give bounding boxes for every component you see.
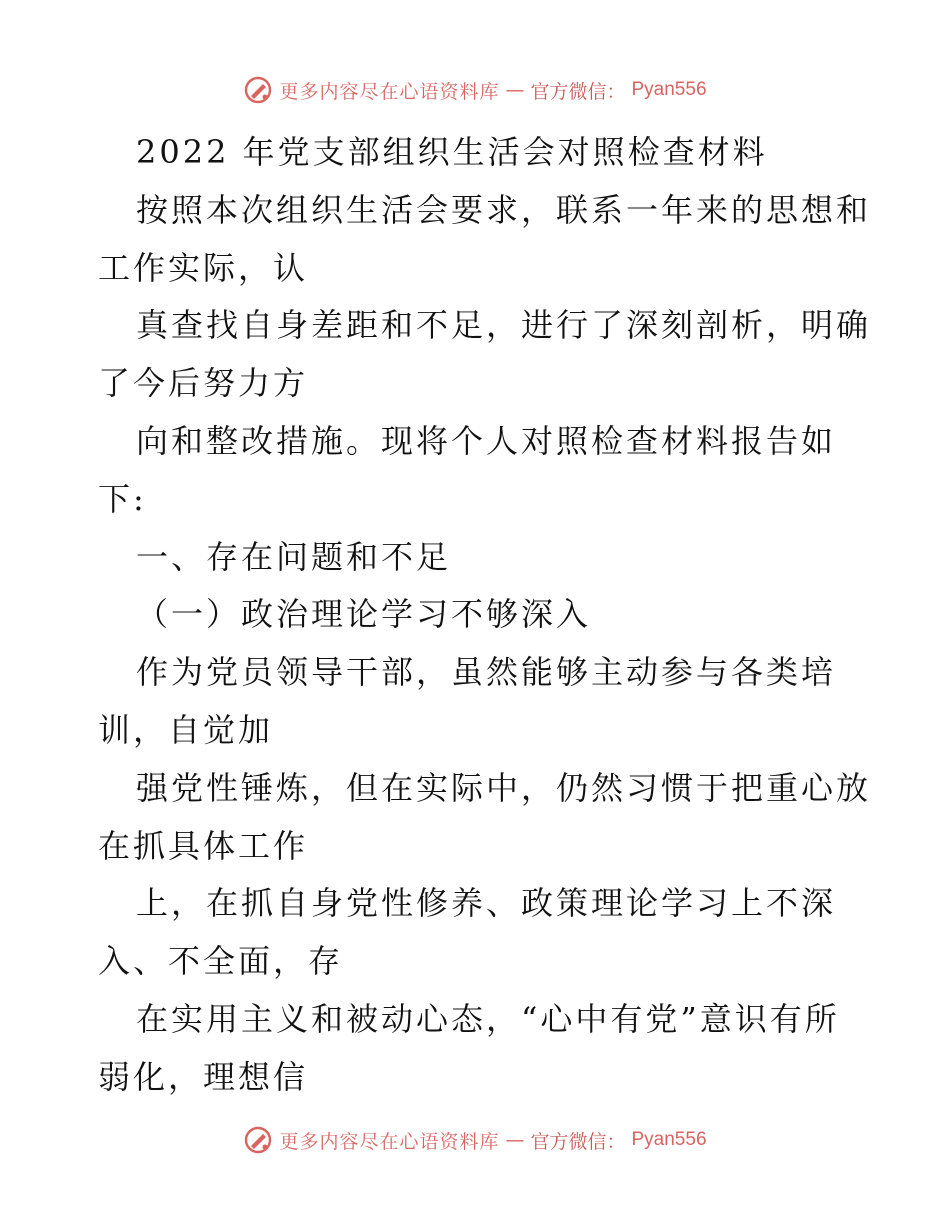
paragraph-line: 了今后努力方	[98, 364, 309, 403]
subsection-heading: （一）政治理论学习不够深入	[136, 595, 592, 634]
paragraph-line: 训，自觉加	[98, 710, 274, 749]
document-body	[98, 124, 872, 1107]
paragraph-line: 上，在抓自身党性修养、政策理论学习上不深	[136, 884, 837, 923]
watermark-dash: —	[505, 1129, 525, 1151]
watermark-main-text: 更多内容尽在心语资料库	[279, 80, 500, 103]
pen-circle-logo-icon	[243, 75, 273, 105]
paragraph-line: 入、不全面，存	[98, 942, 344, 981]
watermark-wechat-id: Pyan556	[631, 1129, 707, 1150]
section-heading: 一、存在问题和不足	[136, 537, 452, 576]
paragraph-line: 弱化，理想信	[98, 1057, 309, 1096]
watermark-dash: —	[505, 79, 525, 101]
paragraph-line: 按照本次组织生活会要求，联系一年来的思想和	[136, 190, 872, 229]
watermark-tail-text: 官方微信：	[530, 80, 626, 103]
watermark-wechat-id: Pyan556	[631, 79, 707, 100]
watermark-main-text: 更多内容尽在心语资料库	[279, 1130, 500, 1153]
paragraph-line: 向和整改措施。现将个人对照检查材料报告如	[136, 421, 837, 460]
paragraph-line: 在抓具体工作	[98, 826, 309, 865]
document-title: 2022 年党支部组织生活会对照检查材料	[136, 133, 768, 171]
paragraph-line: 作为党员领导干部，虽然能够主动参与各类培	[136, 653, 837, 692]
paragraph-line: 强党性锤炼，但在实际中，仍然习惯于把重心放	[136, 768, 872, 807]
paragraph-line: 在实用主义和被动心态，“心中有党”意识有所	[136, 999, 840, 1038]
watermark-footer	[0, 1120, 950, 1160]
watermark-tail-text: 官方微信：	[530, 1130, 626, 1153]
pen-circle-logo-icon	[243, 1125, 273, 1155]
paragraph-line: 真查找自身差距和不足，进行了深刻剖析，明确	[136, 306, 872, 345]
paragraph-line: 工作实际，认	[98, 248, 309, 287]
paragraph-line: 下:	[98, 479, 147, 518]
watermark-header	[0, 70, 950, 110]
